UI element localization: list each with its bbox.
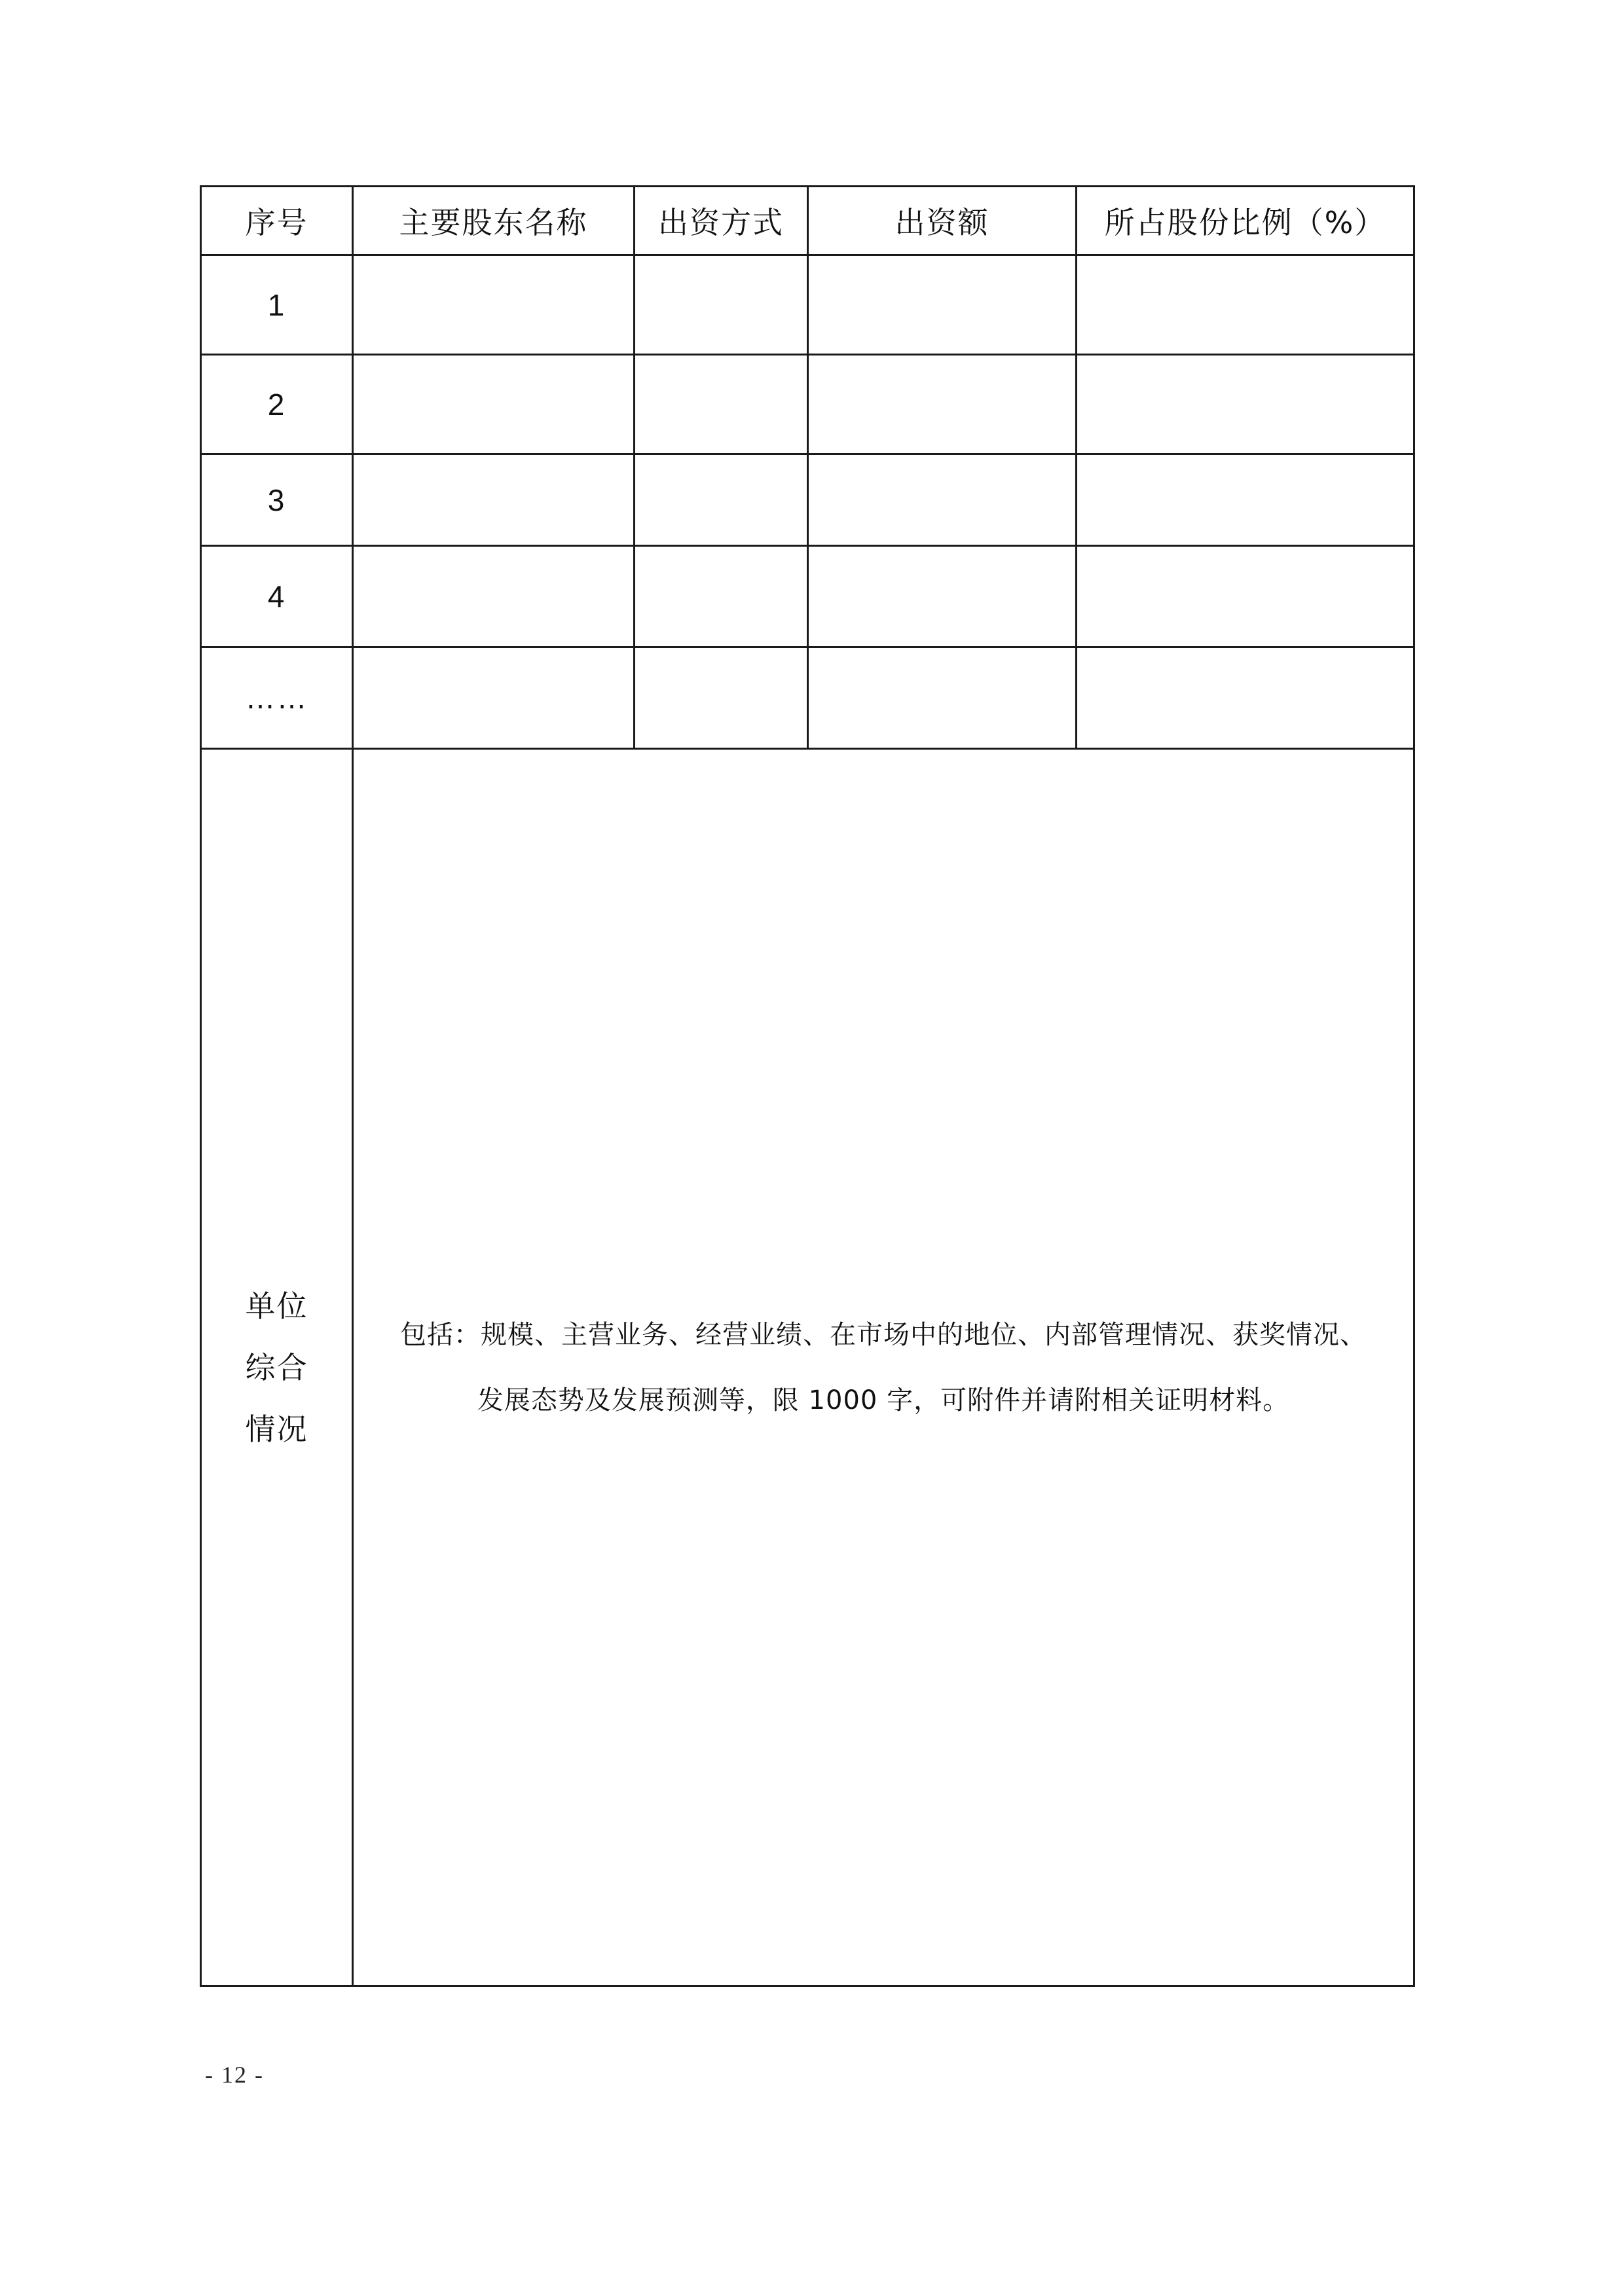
share-ratio-cell[interactable] <box>1077 255 1414 355</box>
contribution-method-cell[interactable] <box>635 546 808 647</box>
shareholder-name-cell[interactable] <box>353 355 635 454</box>
row-seq: 4 <box>201 546 353 647</box>
table-row <box>201 546 1414 647</box>
shareholder-name-cell[interactable] <box>353 454 635 546</box>
contribution-method-cell[interactable] <box>635 355 808 454</box>
table-row <box>201 255 1414 355</box>
contribution-amount-cell[interactable] <box>808 454 1077 546</box>
share-ratio-cell[interactable] <box>1077 647 1414 749</box>
row-seq-ellipsis: …… <box>201 647 353 749</box>
contribution-method-cell[interactable] <box>635 255 808 355</box>
shareholder-name-cell[interactable] <box>353 546 635 647</box>
summary-hint-line: 发展态势及发展预测等，限 1000 字，可附件并请附相关证明材料。 <box>477 1385 1290 1415</box>
table-header-row <box>201 187 1414 255</box>
share-ratio-cell[interactable] <box>1077 546 1414 647</box>
contribution-amount-cell[interactable] <box>808 355 1077 454</box>
header-shareholder-name: 主要股东名称 <box>353 187 635 255</box>
contribution-amount-cell[interactable] <box>808 546 1077 647</box>
summary-label-line: 综合 <box>245 1349 308 1385</box>
header-seq: 序号 <box>201 187 353 255</box>
table-row <box>201 647 1414 749</box>
summary-hint-line: 包括：规模、主营业务、经营业绩、在市场中的地位、内部管理情况、获奖情况、 <box>400 1319 1367 1350</box>
header-contribution-method: 出资方式 <box>635 187 808 255</box>
summary-label-line: 单位 <box>245 1288 308 1324</box>
share-ratio-cell[interactable] <box>1077 355 1414 454</box>
shareholder-name-cell[interactable] <box>353 255 635 355</box>
row-seq: 1 <box>201 255 353 355</box>
contribution-amount-cell[interactable] <box>808 255 1077 355</box>
contribution-method-cell[interactable] <box>635 454 808 546</box>
summary-label <box>201 749 353 1986</box>
share-ratio-cell[interactable] <box>1077 454 1414 546</box>
contribution-amount-cell[interactable] <box>808 647 1077 749</box>
header-share-ratio: 所占股份比例（%） <box>1077 187 1414 255</box>
row-seq: 3 <box>201 454 353 546</box>
header-contribution-amount: 出资额 <box>808 187 1077 255</box>
contribution-method-cell[interactable] <box>635 647 808 749</box>
page-number: - 12 - <box>205 2062 264 2088</box>
table-row <box>201 355 1414 454</box>
shareholder-form-table <box>200 185 1415 1987</box>
summary-label-line: 情况 <box>245 1411 308 1447</box>
summary-content-cell[interactable] <box>353 749 1414 1986</box>
summary-row <box>201 749 1414 1986</box>
row-seq: 2 <box>201 355 353 454</box>
table-row <box>201 454 1414 546</box>
shareholder-name-cell[interactable] <box>353 647 635 749</box>
